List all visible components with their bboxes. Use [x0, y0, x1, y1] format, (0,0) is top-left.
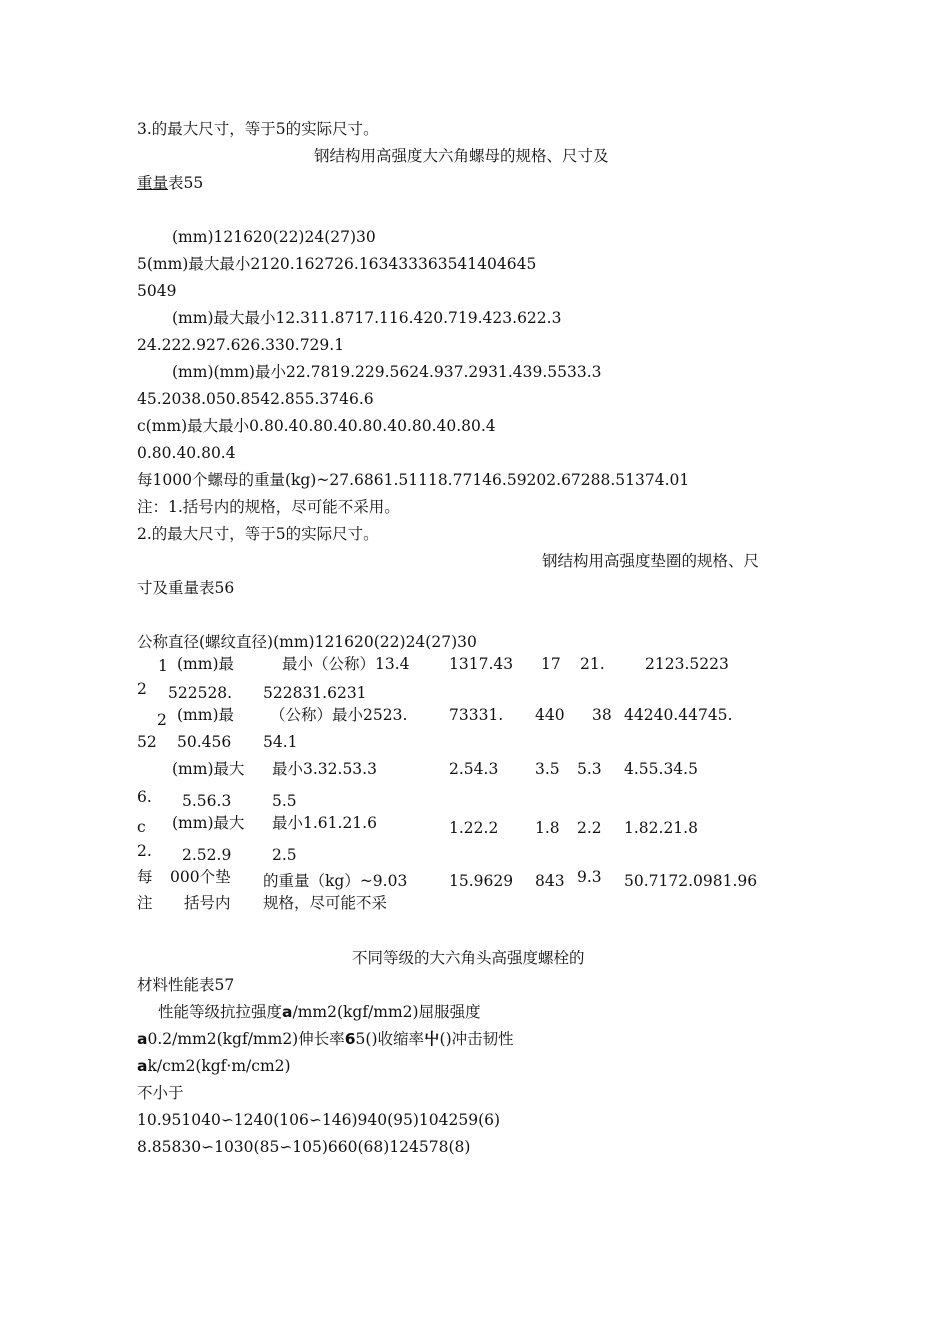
table-cell: (mm)最	[177, 655, 234, 673]
table-cell: 1.82.21.8	[624, 819, 698, 837]
text-line: (mm)121620(22)24(27)30	[172, 228, 376, 246]
table-cell: 3.5	[535, 760, 560, 778]
table-cell: 5.3	[577, 760, 602, 778]
bold-symbol: a	[137, 1030, 148, 1048]
table-cell: 括号内	[184, 894, 231, 912]
text-segment: ()冲击韧性	[439, 1030, 514, 1048]
table-cell: 6.	[137, 788, 152, 806]
underlined-word: 重量	[137, 174, 169, 192]
table-cell: 1	[158, 657, 168, 675]
text-line: 8.85830∽1030(85∽105)660(68)124578(8)	[137, 1138, 471, 1156]
table-cell: 2.	[137, 842, 152, 860]
table-cell: 000个垫	[170, 868, 231, 886]
text-line: (mm)(mm)最小22.7819.229.5624.937.2931.439.5533.3	[172, 363, 602, 381]
table55-title: 钢结构用高强度大六角螺母的规格、尺寸及	[314, 147, 609, 165]
bold-symbol: a	[137, 1057, 148, 1075]
table-cell: 54.1	[263, 733, 298, 751]
table-cell: 2123.5223	[645, 655, 729, 673]
text-line: c(mm)最大最小0.80.40.80.40.80.40.80.40.80.4	[137, 417, 496, 435]
table-cell: 4.55.34.5	[624, 760, 698, 778]
table-cell: 522528.	[168, 684, 233, 702]
note-line: 2.的最大尺寸，等于5的实际尺寸。	[137, 525, 379, 543]
text-line: (mm)最大最小12.311.8717.116.420.719.423.622.3	[172, 309, 562, 327]
table-cell: 17	[541, 655, 561, 673]
table-cell: 21.	[580, 655, 605, 673]
table57-title-cont: 材料性能表57	[137, 976, 235, 994]
table-cell: 38	[592, 706, 612, 724]
text-segment: 0.2/mm2(kgf/mm2)伸长率	[147, 1030, 345, 1048]
table-cell: (mm)最	[177, 706, 234, 724]
text-line: 5049	[137, 282, 177, 300]
table-cell: 9.3	[577, 868, 602, 886]
table-cell: 每	[137, 868, 153, 886]
table-cell: 522831.6231	[263, 684, 367, 702]
bold-symbol: a	[282, 1003, 293, 1021]
table56-title-cont: 寸及重量表56	[137, 579, 235, 597]
table-cell: 1.8	[535, 819, 560, 837]
bold-symbol: 屮	[424, 1030, 440, 1048]
text-line: 3.的最大尺寸，等于5的实际尺寸。	[137, 120, 379, 138]
table-cell: 843	[535, 872, 565, 890]
table-cell: （公称）最小2523.	[270, 706, 408, 724]
table-cell: 73331.	[449, 706, 504, 724]
table-cell: (mm)最大	[172, 760, 245, 778]
bold-symbol: 6	[344, 1030, 356, 1048]
table-cell: 最小1.61.21.6	[272, 814, 377, 832]
text-segment: 5()收缩率	[355, 1030, 424, 1048]
table-cell: 44240.44745.	[624, 706, 733, 724]
table-cell: 5.56.3	[182, 792, 232, 810]
table56-header: 公称直径(螺纹直径)(mm)121620(22)24(27)30	[137, 633, 477, 651]
table-cell: 2.2	[577, 819, 602, 837]
text-line: 0.80.40.80.4	[137, 444, 236, 462]
text-line	[137, 1056, 291, 1076]
table-cell: 2	[157, 711, 167, 729]
table-cell: 15.9629	[449, 872, 514, 890]
table55-label: 表55	[168, 174, 204, 192]
table-cell: 2.54.3	[449, 760, 499, 778]
text-line	[137, 1029, 514, 1049]
text-line: 不小于	[137, 1084, 184, 1102]
table-cell: 的重量（kg）~9.03	[263, 872, 408, 890]
text-line: 5(mm)最大最小2120.162726.163433363541404645	[137, 255, 537, 273]
note-line: 注：1.括号内的规格，尽可能不采用。	[137, 498, 400, 516]
table-cell: 注	[137, 894, 153, 912]
text-line: 24.222.927.626.330.729.1	[137, 336, 345, 354]
text-segment: 性能等级抗拉强度	[158, 1003, 283, 1021]
table-cell: c	[137, 818, 146, 836]
table-cell: 440	[535, 706, 565, 724]
table55-title-cont	[137, 173, 203, 193]
table-cell: 最小3.32.53.3	[272, 760, 377, 778]
table-cell: 规格，尽可能不采	[263, 894, 388, 912]
text-line	[158, 1002, 481, 1022]
table-cell: 最小（公称）13.4	[282, 655, 410, 673]
table-cell: 50.456	[177, 733, 232, 751]
text-line: 每1000个螺母的重量(kg)~27.6861.51118.77146.59202.67288.51374.01	[137, 471, 690, 489]
table-cell: 2	[137, 680, 147, 698]
table-cell: 2.52.9	[182, 846, 232, 864]
table-cell: 52	[137, 733, 157, 751]
text-line: 10.951040∽1240(106∽146)940(95)104259(6)	[137, 1111, 501, 1129]
table-cell: 1317.43	[449, 655, 514, 673]
text-line: 45.2038.050.8542.855.3746.6	[137, 390, 374, 408]
table-cell: 50.7172.0981.96	[624, 872, 758, 890]
table-cell: 1.22.2	[449, 819, 499, 837]
table-cell: 5.5	[272, 792, 297, 810]
text-segment: k/cm2(kgf·m/cm2)	[147, 1057, 291, 1075]
table-cell: (mm)最大	[172, 814, 245, 832]
text-segment: /mm2(kgf/mm2)屈服强度	[292, 1003, 481, 1021]
table57-title: 不同等级的大六角头高强度螺栓的	[352, 949, 585, 967]
table56-title: 钢结构用高强度垫圈的规格、尺	[542, 552, 760, 570]
table-cell: 2.5	[272, 846, 297, 864]
